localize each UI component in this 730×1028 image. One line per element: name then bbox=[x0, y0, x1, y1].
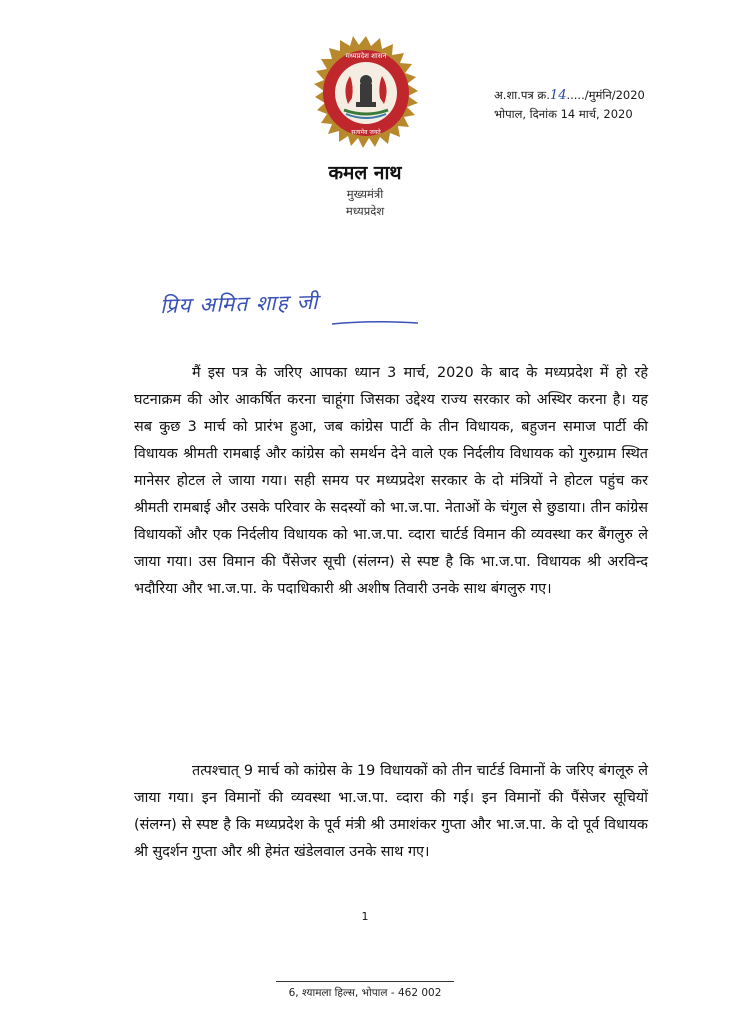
body-paragraph-1: मैं इस पत्र के जरिए आपका ध्यान 3 मार्च, 2020 के बाद के मध्यप्रदेश में हो रहे घटनाक्रम की ओर आकर्षित करना चाहूंगा जिसका उद्देश्य राज्य सरकार को अस्थिर करना है। यह सब कुछ 3 मार्च को प्रारंभ हुआ, जब कांग्रेस पार्टी के तीन विधायक, बहुजन समाज पार्टी की विधायक श्रीमती रामबाई और कांग्रेस को समर्थन देने वाले एक निर्दलीय विधायक को गुरुग्राम स्थित मानेसर होटल ले जाया गया। सही समय पर मध्यप्रदेश सरकार के दो मंत्रियों ने होटल पहुंच कर श्रीमती रामबाई और उसके परिवार के सदस्यों को भा.ज.पा. नेताओं के चंगुल से छुडाया। तीन कांग्रेस विधायकों और एक निर्दलीय विधायक को भा.ज.पा. व्दारा चार्टर्ड विमान की व्यवस्था कर बैंगलुरु ले जाया गया। उस विमान की पैंसेजर सूची (संलग्न) से स्पष्ट है कि भा.ज.पा. विधायक श्री अरविन्द भदौरिया और भा.ज.पा. के पदाधिकारी श्री अशीष तिवारी उनके साथ बंगलुरु गए। bbox=[134, 365, 648, 598]
body-paragraph-2: तत्पश्चात् 9 मार्च को कांग्रेस के 19 विधायकों को तीन चार्टर्ड विमानों के जरिए बंगलूरु ले जाया गया। इन विमानों की व्यवस्था भा.ज.पा. व्दारा की गई। इन विमानों की पैंसेजर सूचियों (संलग्न) से स्पष्ट है कि मध्यप्रदेश के पूर्व मंत्री श्री उमाशंकर गुप्ता और भा.ज.पा. के दो पूर्व विधायक श्री सुदर्शन गुप्ता और श्री हेमंत खंडेलवाल उनके साथ गए। bbox=[134, 763, 648, 861]
reference-suffix: ...../मुमंनि/2020 bbox=[566, 88, 645, 102]
reference-number-line bbox=[494, 86, 645, 105]
sender-state: मध्यप्रदेश bbox=[345, 204, 385, 218]
sender-designation: मुख्यमंत्री bbox=[346, 187, 384, 201]
reference-block bbox=[494, 86, 645, 124]
footer-divider bbox=[276, 981, 454, 982]
emblem-bottom-text: सत्यमेव जयते bbox=[351, 129, 381, 136]
salutation-flourish bbox=[330, 318, 420, 328]
page-number: 1 bbox=[361, 910, 369, 923]
mp-government-emblem-icon bbox=[308, 36, 424, 152]
footer-address: 6, श्यामला हिल्स, भोपाल - 462 002 bbox=[288, 987, 442, 999]
reference-date: भोपाल, दिनांक 14 मार्च, 2020 bbox=[494, 107, 633, 121]
sender-block bbox=[265, 160, 465, 220]
reference-number: 14 bbox=[549, 88, 567, 103]
emblem-top-text: मध्यप्रदेश शासन bbox=[345, 52, 387, 60]
sender-name: कमल नाथ bbox=[328, 162, 402, 184]
reference-prefix: अ.शा.पत्र क्र. bbox=[494, 88, 550, 102]
handwritten-salutation: प्रिय अमित शाह जी bbox=[159, 289, 319, 319]
